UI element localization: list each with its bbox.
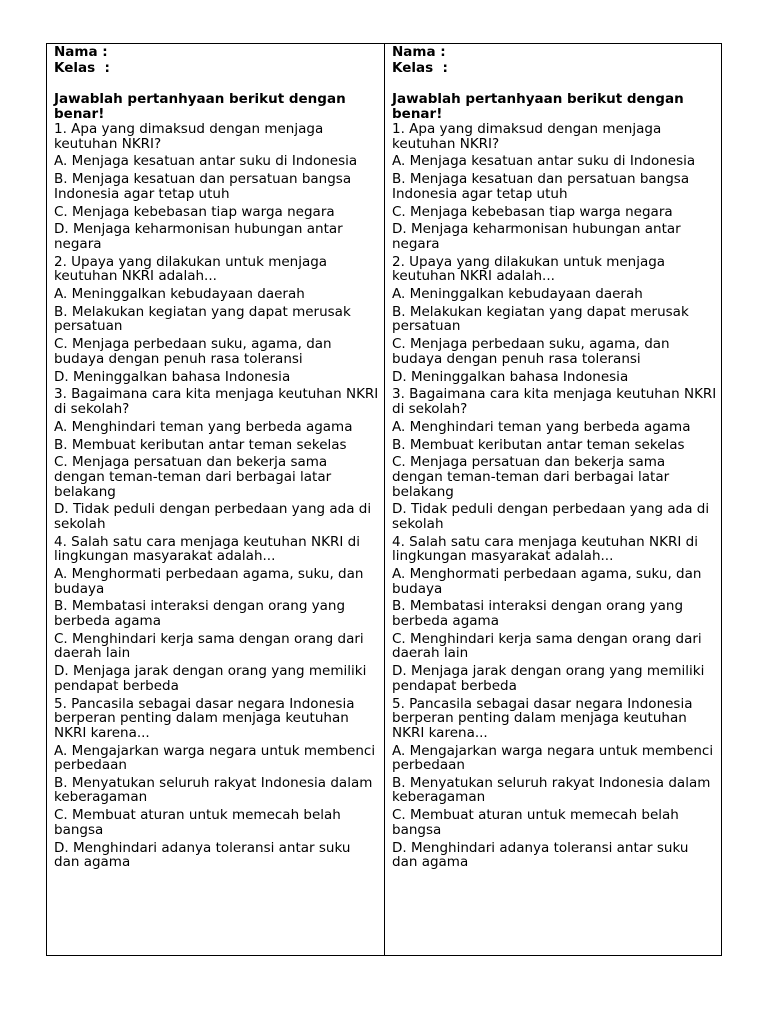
option-5d: D. Menghindari adanya toleransi antar suku dan agama <box>392 839 689 871</box>
option-1c: C. Menjaga kebebasan tiap warga negara <box>54 203 335 220</box>
question-5: 5. Pancasila sebagai dasar negara Indonesia berperan penting dalam menjaga keutuhan NKRI karena... <box>392 695 693 741</box>
option-2b: B. Melakukan kegiatan yang dapat merusak persatuan <box>392 303 689 335</box>
worksheet-column-left <box>47 44 384 955</box>
option-1b: B. Menjaga kesatuan dan persatuan bangsa Indonesia agar tetap utuh <box>54 171 352 202</box>
option-3d: D. Tidak peduli dengan perbedaan yang ada di sekolah <box>54 501 372 532</box>
question-4: 4. Salah satu cara menjaga keutuhan NKRI di lingkungan masyarakat adalah... <box>54 533 360 565</box>
question-4: 4. Salah satu cara menjaga keutuhan NKRI di lingkungan masyarakat adalah... <box>392 533 698 565</box>
name-label: Nama : <box>54 44 108 60</box>
worksheet-table <box>46 43 722 956</box>
option-3b: B. Membuat keributan antar teman sekelas <box>54 436 347 453</box>
option-4c: C. Menghindari kerja sama dengan orang dari daerah lain <box>54 630 364 662</box>
option-4d: D. Menjaga jarak dengan orang yang memiliki pendapat berbeda <box>54 663 367 694</box>
instruction-text: Jawablah pertanhyaan berikut dengan benar! <box>54 91 346 122</box>
option-5c: C. Membuat aturan untuk memecah belah bangsa <box>392 807 679 838</box>
option-5a: A. Mengajarkan warga negara untuk membenci perbedaan <box>54 742 376 774</box>
option-1b: B. Menjaga kesatuan dan persatuan bangsa Indonesia agar tetap utuh <box>392 171 690 202</box>
option-2d: D. Meninggalkan bahasa Indonesia <box>392 368 629 385</box>
option-5b: B. Menyatukan seluruh rakyat Indonesia dalam keberagaman <box>54 774 373 806</box>
option-5b: B. Menyatukan seluruh rakyat Indonesia dalam keberagaman <box>392 774 711 806</box>
option-2d: D. Meninggalkan bahasa Indonesia <box>54 368 291 385</box>
option-1d: D. Menjaga keharmonisan hubungan antar negara <box>54 221 343 252</box>
question-5: 5. Pancasila sebagai dasar negara Indonesia berperan penting dalam menjaga keutuhan NKRI karena... <box>54 695 355 741</box>
option-4b: B. Membatasi interaksi dengan orang yang berbeda agama <box>54 598 346 629</box>
option-2c: C. Menjaga perbedaan suku, agama, dan budaya dengan penuh rasa toleransi <box>54 336 332 367</box>
option-4b: B. Membatasi interaksi dengan orang yang berbeda agama <box>392 598 684 629</box>
name-label: Nama : <box>392 44 446 60</box>
option-1a: A. Menjaga kesatuan antar suku di Indonesia <box>54 153 358 170</box>
option-4d: D. Menjaga jarak dengan orang yang memiliki pendapat berbeda <box>392 663 705 694</box>
option-4a: A. Menghormati perbedaan agama, suku, dan budaya <box>54 566 364 597</box>
question-2: 2. Upaya yang dilakukan untuk menjaga keutuhan NKRI adalah... <box>54 253 328 285</box>
option-4a: A. Menghormati perbedaan agama, suku, dan budaya <box>392 566 702 597</box>
class-label: Kelas : <box>54 60 110 76</box>
option-5a: A. Mengajarkan warga negara untuk membenci perbedaan <box>392 742 714 774</box>
option-2c: C. Menjaga perbedaan suku, agama, dan budaya dengan penuh rasa toleransi <box>392 336 670 367</box>
option-5d: D. Menghindari adanya toleransi antar suku dan agama <box>54 839 351 871</box>
option-3c: C. Menjaga persatuan dan bekerja sama dengan teman-teman dari berbagai latar belakang <box>54 454 332 500</box>
option-5c: C. Membuat aturan untuk memecah belah bangsa <box>54 807 341 838</box>
question-3: 3. Bagaimana cara kita menjaga keutuhan NKRI di sekolah? <box>392 386 717 417</box>
class-label: Kelas : <box>392 60 448 76</box>
option-3a: A. Menghindari teman yang berbeda agama <box>54 418 353 435</box>
option-3b: B. Membuat keributan antar teman sekelas <box>392 436 685 453</box>
question-2: 2. Upaya yang dilakukan untuk menjaga keutuhan NKRI adalah... <box>392 253 666 285</box>
question-1: 1. Apa yang dimaksud dengan menjaga keutuhan NKRI? <box>392 121 662 152</box>
option-1c: C. Menjaga kebebasan tiap warga negara <box>392 203 673 220</box>
option-4c: C. Menghindari kerja sama dengan orang dari daerah lain <box>392 630 702 662</box>
option-3c: C. Menjaga persatuan dan bekerja sama dengan teman-teman dari berbagai latar belakang <box>392 454 670 500</box>
option-3a: A. Menghindari teman yang berbeda agama <box>392 418 691 435</box>
instruction-text: Jawablah pertanhyaan berikut dengan benar! <box>392 91 684 122</box>
question-1: 1. Apa yang dimaksud dengan menjaga keutuhan NKRI? <box>54 121 324 152</box>
option-2a: A. Meninggalkan kebudayaan daerah <box>392 286 643 303</box>
worksheet-column-right <box>384 44 721 955</box>
option-2a: A. Meninggalkan kebudayaan daerah <box>54 286 305 303</box>
option-1d: D. Menjaga keharmonisan hubungan antar negara <box>392 221 681 252</box>
option-3d: D. Tidak peduli dengan perbedaan yang ada di sekolah <box>392 501 710 532</box>
option-1a: A. Menjaga kesatuan antar suku di Indonesia <box>392 153 696 170</box>
question-3: 3. Bagaimana cara kita menjaga keutuhan NKRI di sekolah? <box>54 386 379 417</box>
option-2b: B. Melakukan kegiatan yang dapat merusak persatuan <box>54 303 351 335</box>
